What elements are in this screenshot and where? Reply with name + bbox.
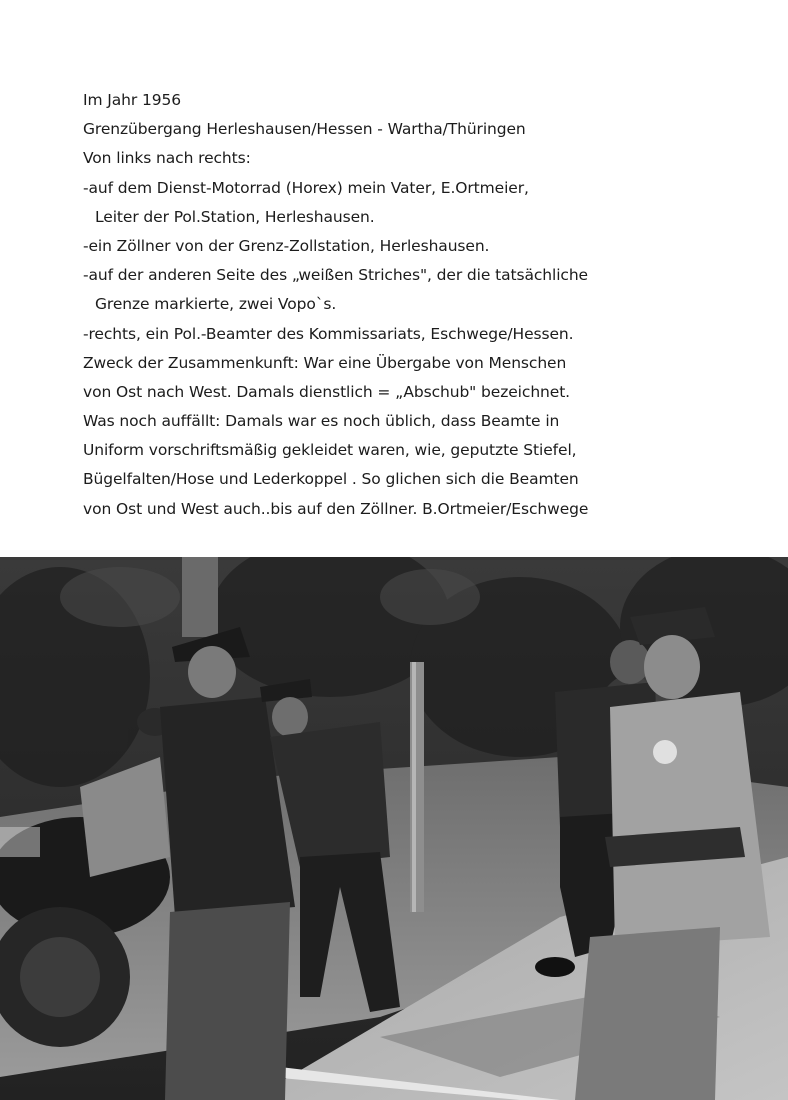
caption-line: von Ost und West auch..bis auf den Zöllner. B.Ortmeier/Eschwege	[83, 499, 589, 518]
caption-line: Uniform vorschriftsmäßig gekleidet waren, wie, geputzte Stiefel,	[83, 441, 577, 460]
caption-line: Was noch auffällt: Damals war es noch üblich, dass Beamte in	[83, 412, 560, 431]
caption-line: -auf der anderen Seite des „weißen Striches", der die tatsächliche	[83, 266, 588, 285]
pole	[182, 557, 218, 637]
photo-caption	[83, 86, 773, 524]
caption-line: -auf dem Dienst-Motorrad (Horex) mein Vater, E.Ortmeier,	[83, 178, 529, 197]
caption-line: Grenzübergang Herleshausen/Hessen - Wartha/Thüringen	[83, 120, 526, 139]
caption-line: Bügelfalten/Hose und Lederkoppel . So glichen sich die Beamten	[83, 470, 579, 489]
caption-line: von Ost nach West. Damals dienstlich = „Abschub" bezeichnet.	[83, 382, 571, 401]
caption-line: -rechts, ein Pol.-Beamter des Kommissariats, Eschwege/Hessen.	[83, 324, 574, 343]
caption-line: Grenze markierte, zwei Vopo`s.	[95, 295, 337, 314]
caption-line: Von links nach rechts:	[83, 149, 251, 168]
caption-line: Leiter der Pol.Station, Herleshausen.	[95, 207, 375, 226]
photo-illustration	[0, 557, 788, 1100]
caption-line: Im Jahr 1956	[83, 91, 182, 109]
badge-icon	[653, 740, 677, 764]
historical-photo	[0, 557, 788, 1100]
caption-line: Zweck der Zusammenkunft: War eine Übergabe von Menschen	[83, 353, 567, 372]
caption-line: -ein Zöllner von der Grenz-Zollstation, Herleshausen.	[83, 236, 490, 255]
